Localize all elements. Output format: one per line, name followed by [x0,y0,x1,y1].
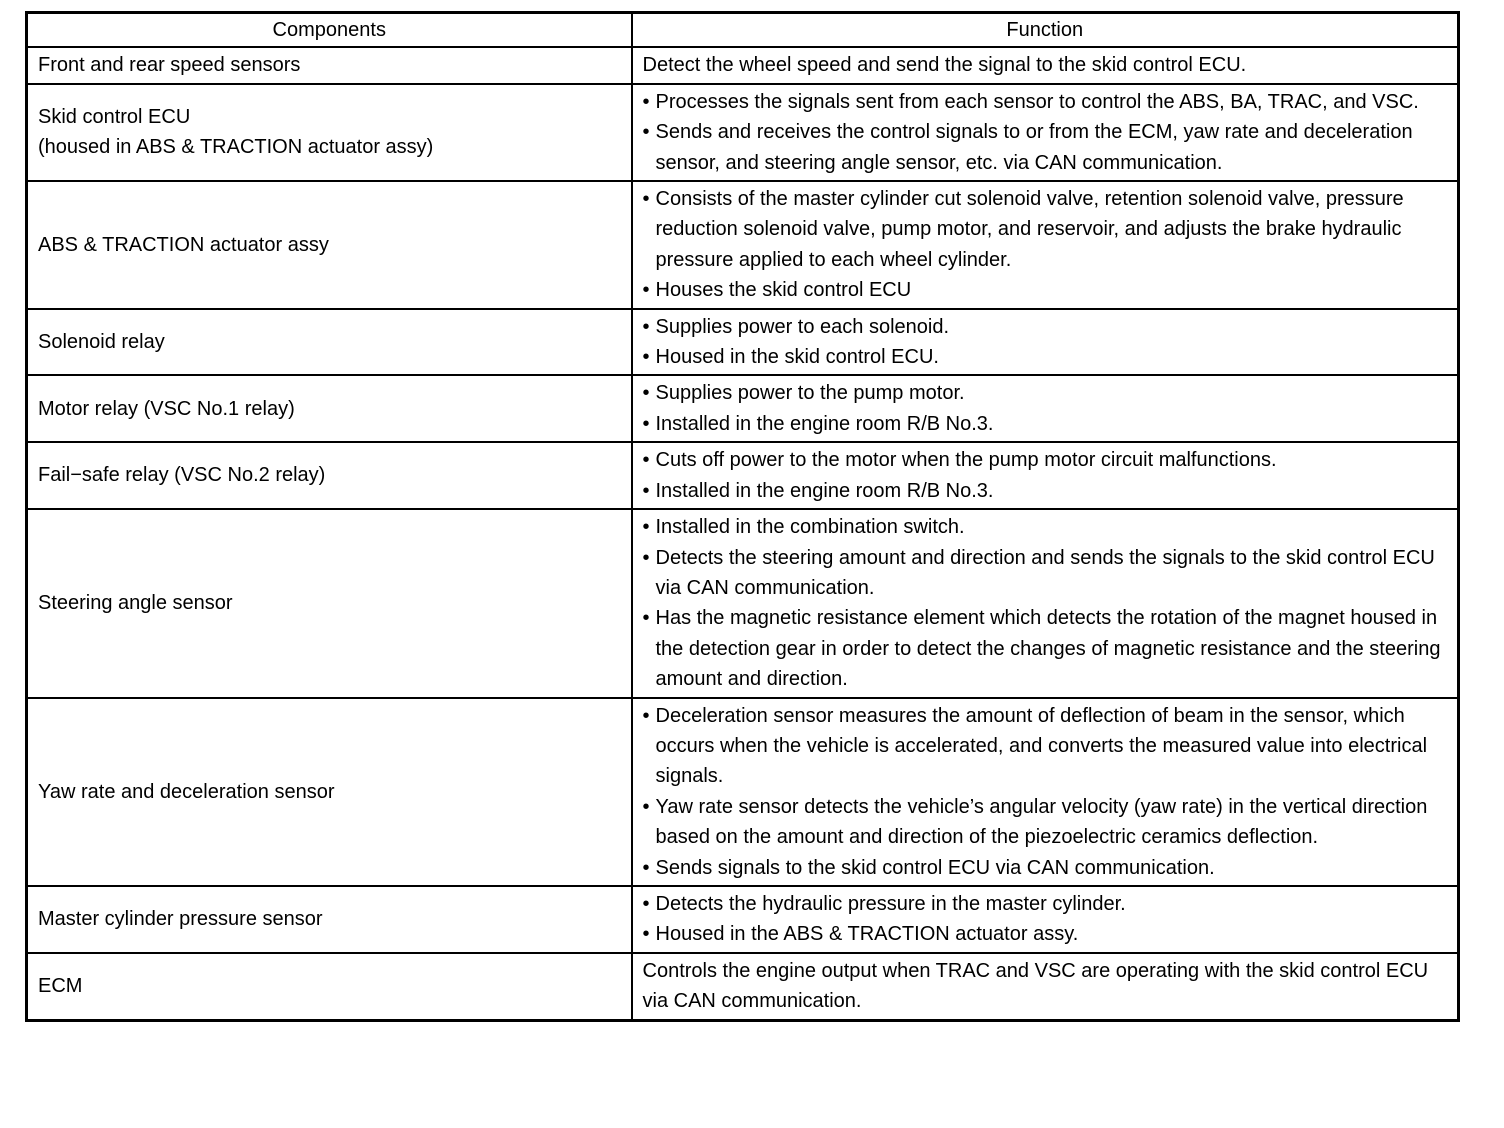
function-bullet-item: • Processes the signals sent from each sensor to control the ABS, BA, TRAC, and VSC. [643,87,1448,117]
component-cell: Skid control ECU (housed in ABS & TRACTION actuator assy) [27,84,632,181]
function-bullet-list [643,889,1448,950]
function-bullet-list [643,87,1448,178]
components-header: Components [27,13,632,48]
function-bullet-list [643,378,1448,439]
component-cell: Motor relay (VSC No.1 relay) [27,375,632,442]
component-cell: ECM [27,953,632,1020]
function-bullet-item: • Detects the hydraulic pressure in the master cylinder. [643,889,1448,919]
function-bullet-item: • Housed in the skid control ECU. [643,342,1448,372]
component-cell: Fail−safe relay (VSC No.2 relay) [27,442,632,509]
function-cell [632,886,1459,953]
function-bullet-item: • Detects the steering amount and direction and sends the signals to the skid control ECU via CAN communication. [643,543,1448,604]
function-bullet-list [643,445,1448,506]
function-bullet-item: • Supplies power to each solenoid. [643,312,1448,342]
component-cell: Solenoid relay [27,309,632,376]
table-row [27,47,1459,83]
table-row [27,309,1459,376]
component-cell: Master cylinder pressure sensor [27,886,632,953]
function-cell [632,375,1459,442]
component-cell: Steering angle sensor [27,509,632,697]
table-row [27,509,1459,697]
function-bullet-item: • Installed in the engine room R/B No.3. [643,409,1448,439]
function-bullet-item: • Yaw rate sensor detects the vehicle’s angular velocity (yaw rate) in the vertical direction based on the amount and direction of the piezoelectric ceramics deflection. [643,792,1448,853]
function-bullet-item: • Has the magnetic resistance element which detects the rotation of the magnet housed in the detection gear in order to detect the changes of magnetic resistance and the steering amount and direction. [643,603,1448,694]
function-text: Controls the engine output when TRAC and VSC are operating with the skid control ECU via CAN communication. [642,959,1429,1013]
function-cell [632,698,1459,886]
function-bullet-item: • Cuts off power to the motor when the pump motor circuit malfunctions. [643,445,1448,475]
header-row [27,13,1459,48]
function-cell [632,953,1459,1020]
function-text: Detect the wheel speed and send the signal to the skid control ECU. [642,54,1247,77]
function-bullet-item: • Installed in the engine room R/B No.3. [643,476,1448,506]
function-cell [632,442,1459,509]
table-row [27,698,1459,886]
table-row [27,886,1459,953]
function-bullet-list [643,512,1448,694]
function-bullet-item: • Supplies power to the pump motor. [643,378,1448,408]
component-cell: Front and rear speed sensors [27,47,632,83]
table-row [27,375,1459,442]
function-bullet-item: • Housed in the ABS & TRACTION actuator assy. [643,919,1448,949]
components-function-table [25,11,1460,1022]
table-body [27,47,1459,1020]
component-cell: Yaw rate and deceleration sensor [27,698,632,886]
function-bullet-list [643,184,1448,306]
function-cell [632,47,1459,83]
function-header: Function [632,13,1459,48]
table-row [27,181,1459,309]
function-cell [632,84,1459,181]
function-bullet-item: • Sends signals to the skid control ECU via CAN communication. [643,853,1448,883]
function-bullet-item: • Installed in the combination switch. [643,512,1448,542]
table-row [27,442,1459,509]
function-bullet-item: • Houses the skid control ECU [643,275,1448,305]
function-bullet-item: • Sends and receives the control signals to or from the ECM, yaw rate and deceleration sensor, and steering angle sensor, etc. via CAN communication. [643,117,1448,178]
function-bullet-item: • Deceleration sensor measures the amount of deflection of beam in the sensor, which occurs when the vehicle is accelerated, and converts the measured value into electrical signals. [643,701,1448,792]
function-cell [632,181,1459,309]
component-cell: ABS & TRACTION actuator assy [27,181,632,309]
table-row [27,953,1459,1020]
table-row [27,84,1459,181]
function-bullet-list [643,701,1448,883]
function-bullet-item: • Consists of the master cylinder cut solenoid valve, retention solenoid valve, pressure reduction solenoid valve, pump motor, and reservoir, and adjusts the brake hydraulic pressure applied to each wheel cylinder. [643,184,1448,275]
function-cell [632,309,1459,376]
function-bullet-list [643,312,1448,373]
function-cell [632,509,1459,697]
